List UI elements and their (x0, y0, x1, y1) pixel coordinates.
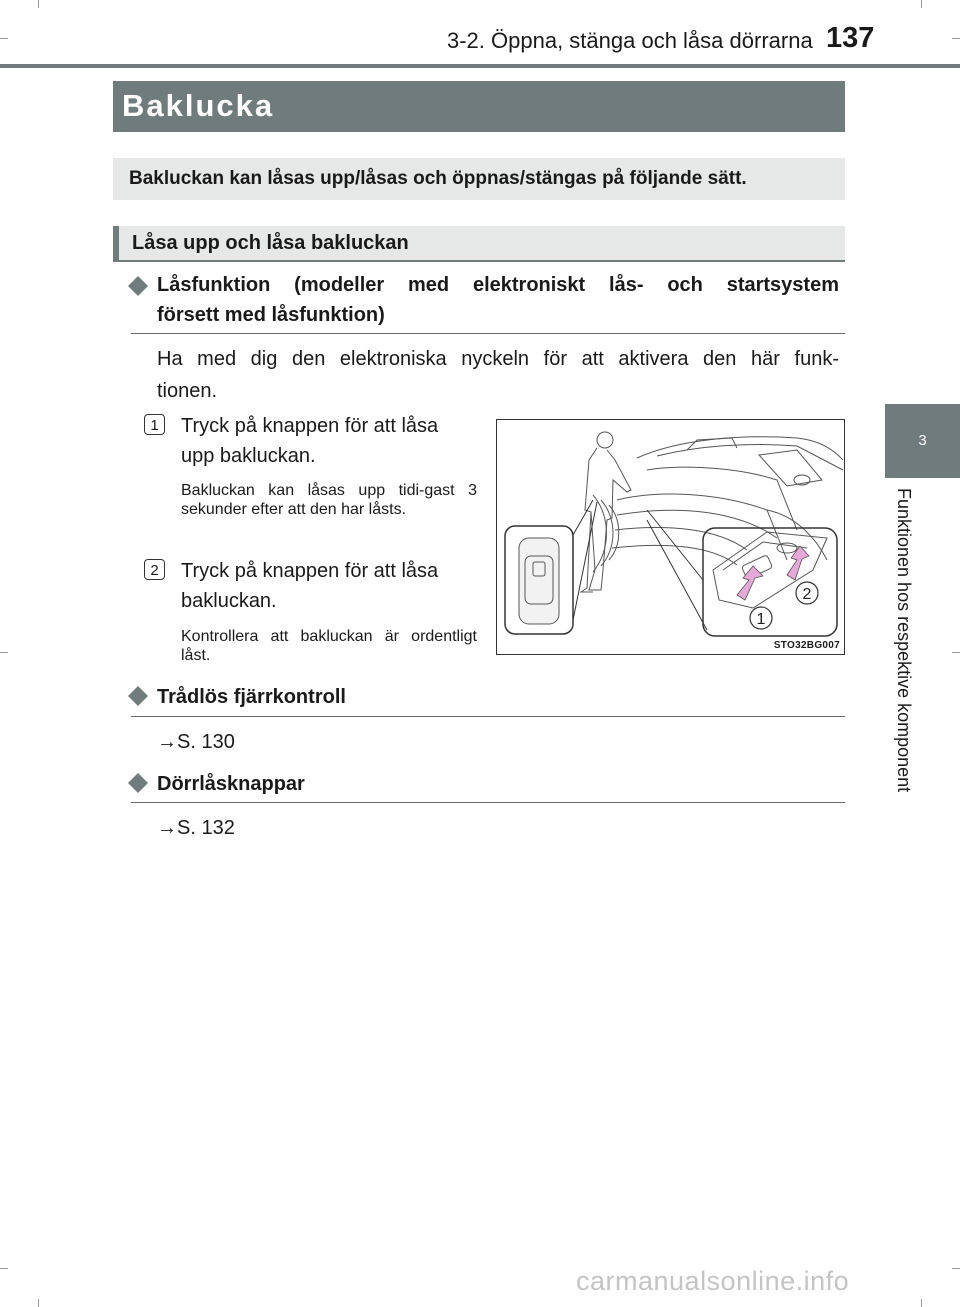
item-title-line: Låsfunktion (modeller med elektroniskt lås- och startsystem (157, 274, 839, 296)
callout-2-label: 2 (802, 586, 812, 603)
step-number-badge: 2 (144, 559, 165, 580)
body-text-line: tionen. (157, 380, 218, 402)
crop-mark (0, 1268, 8, 1269)
step-text-line: Tryck på knappen för att låsa (181, 560, 439, 582)
item-divider (131, 333, 845, 334)
step-text-line: Tryck på knappen för att låsa (181, 415, 439, 437)
page-number: 137 (826, 22, 875, 54)
car-tailgate-drawing (497, 420, 844, 654)
item-title-line: försett med låsfunktion) (157, 304, 385, 326)
item-divider (131, 716, 845, 717)
subsection-accent-bar (113, 226, 119, 262)
crop-mark (0, 38, 8, 39)
diamond-bullet-icon (127, 685, 149, 707)
page-reference: →S. 132 (157, 817, 235, 839)
intro-text: Bakluckan kan låsas upp/låsas och öppnas/stängas på följande sätt. (129, 168, 747, 189)
item-title-line: Trådlös fjärrkontroll (157, 686, 346, 708)
step-text-line: upp bakluckan. (181, 445, 316, 467)
crop-mark (952, 1268, 960, 1269)
diamond-bullet-icon (127, 772, 149, 794)
section-title-bar (113, 81, 845, 132)
chapter-number: 3 (918, 432, 927, 449)
crop-mark (952, 38, 960, 39)
header-divider (0, 64, 960, 68)
item-divider (131, 802, 845, 803)
watermark: carmanualsonline.info (576, 1266, 850, 1296)
crop-mark (921, 0, 922, 8)
step-number-badge: 1 (144, 414, 165, 435)
subsection-heading (113, 226, 845, 262)
step-note: Bakluckan kan låsas upp tidi-gast 3 sekunder efter att den har låsts. (181, 482, 477, 518)
step-text-line: bakluckan. (181, 590, 277, 612)
step-note: Kontrollera att bakluckan är ordentligt låst. (181, 628, 477, 664)
crop-mark (0, 652, 8, 653)
item-title-line: Dörrlåsknappar (157, 773, 305, 795)
chapter-tab (885, 404, 960, 478)
crop-mark (38, 0, 39, 8)
body-text-line: Ha med dig den elektroniska nyckeln för att aktivera den här funk- (157, 348, 839, 370)
crop-mark (921, 1299, 922, 1307)
subsection-title: Låsa upp och låsa bakluckan (132, 232, 409, 254)
section-title: Baklucka (122, 88, 275, 123)
page-reference: →S. 130 (157, 731, 235, 753)
breadcrumb: 3-2. Öppna, stänga och låsa dörrarna (447, 28, 813, 53)
intro-box (113, 158, 845, 200)
callout-1-label: 1 (756, 611, 766, 628)
crop-mark (38, 1299, 39, 1307)
chapter-label: Funktionen hos respektive komponent (894, 488, 914, 793)
tailgate-illustration (496, 419, 845, 655)
illustration-code: STO32BG007 (773, 640, 840, 651)
crop-mark (952, 652, 960, 653)
diamond-bullet-icon (127, 275, 149, 297)
